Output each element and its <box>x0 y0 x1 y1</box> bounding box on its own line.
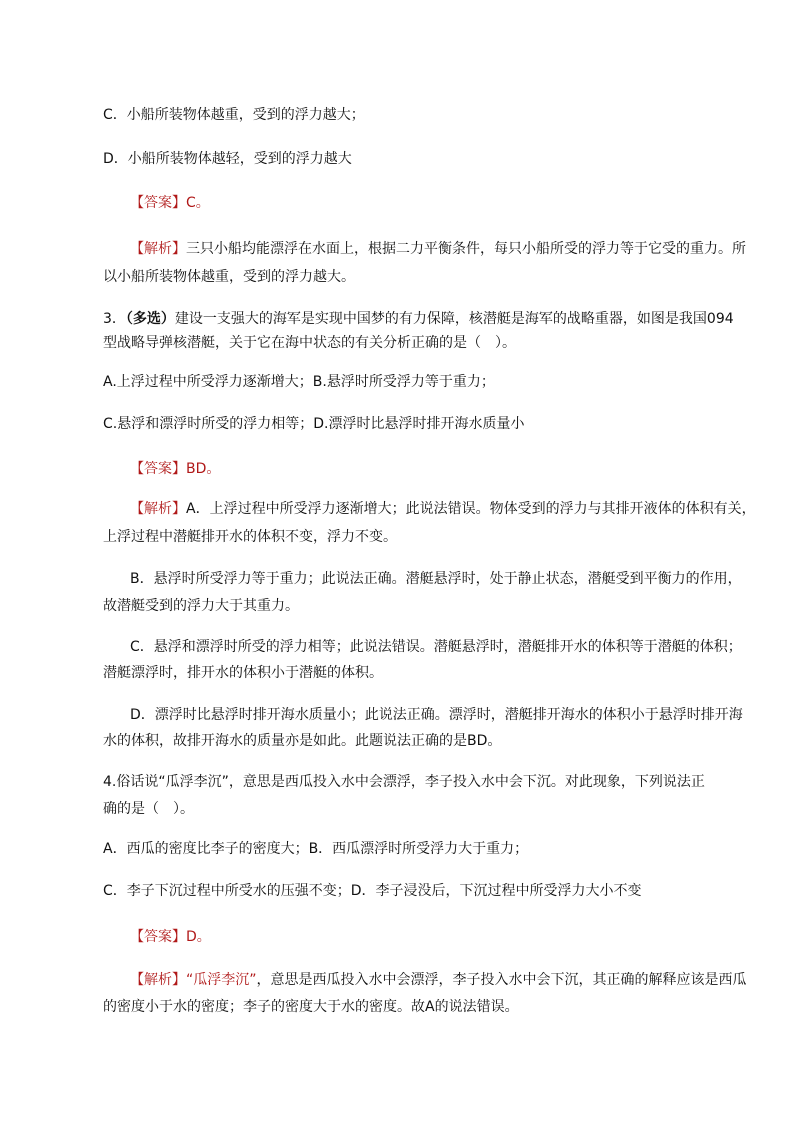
q4-analysis-line1 <box>130 971 747 989</box>
question-number: 3． <box>103 311 126 327</box>
q2-analysis-line2: 以小船所装物体越重，受到的浮力越大。 <box>103 269 355 285</box>
q3-options-cd: C.悬浮和漂浮时所受的浮力相等；D.漂浮时比悬浮时排开海水质量小 <box>103 416 525 432</box>
answer-label: 【答案】 <box>130 929 186 945</box>
q3-analysis-b2: 故潜艇受到的浮力大于其重力。 <box>103 598 299 614</box>
q3-stem-line2: 型战略导弹核潜艇，关于它在海中状态的有关分析正确的是（ ）。 <box>103 335 516 351</box>
answer-value: D。 <box>186 929 211 945</box>
answer-label: 【答案】 <box>130 461 186 477</box>
q3-analysis-d2: 水的体积，故排开海水的质量亦是如此。此题说法正确的是BD。 <box>103 733 502 749</box>
answer-value: BD。 <box>186 461 221 477</box>
q2-answer <box>130 194 724 212</box>
analysis-text: A．上浮过程中所受浮力逐渐增大；此说法错误。物体受到的浮力与其排开液体的体积有关， <box>186 501 756 517</box>
analysis-label: 【解析】 <box>130 241 186 257</box>
answer-value: C。 <box>186 195 210 211</box>
analysis-text: ，意思是西瓜投入水中会漂浮，李子投入水中会下沉，其正确的解释应该是西瓜 <box>256 972 747 988</box>
q3-stem-line1 <box>103 310 734 328</box>
q4-options-ab: A．西瓜的密度比李子的密度大；B．西瓜漂浮时所受浮力大于重力； <box>103 841 529 857</box>
q3-analysis-c1: C．悬浮和漂浮时所受的浮力相等；此说法错误。潜艇悬浮时，潜艇排开水的体积等于潜艇的体积； <box>130 639 742 655</box>
q4-stem-line2: 确的是（ ）。 <box>103 801 194 817</box>
analysis-label: 【解析】 <box>130 972 186 988</box>
q3-analysis-a1 <box>130 500 756 518</box>
q3-analysis-a2: 上浮过程中潜艇排开水的体积不变，浮力不变。 <box>103 529 397 545</box>
q3-analysis-d1: D．漂浮时比悬浮时排开海水质量小；此说法正确。漂浮时，潜艇排开海水的体积小于悬浮时排开海 <box>130 707 743 723</box>
question-stem-text: 建设一支强大的海军是实现中国梦的有力保障，核潜艇是海军的战略重器，如图是我国094 <box>174 311 734 327</box>
q2-option-c: C．小船所装物体越重，受到的浮力越大； <box>103 107 365 123</box>
q3-answer <box>130 460 724 478</box>
q2-analysis-line1 <box>130 240 746 258</box>
analysis-label: 【解析】 <box>130 501 186 517</box>
q3-analysis-b1: B．悬浮时所受浮力等于重力；此说法正确。潜艇悬浮时，处于静止状态，潜艇受到平衡力的作用， <box>130 571 742 587</box>
analysis-text: 三只小船均能漂浮在水面上，根据二力平衡条件，每只小船所受的浮力等于它受的重力。所 <box>186 241 746 257</box>
q4-analysis-line2: 的密度小于水的密度；李子的密度大于水的密度。故A的说法错误。 <box>103 999 519 1015</box>
answer-label: 【答案】 <box>130 195 186 211</box>
question-type-tag: （多选） <box>125 311 175 327</box>
q4-options-cd: C．李子下沉过程中所受水的压强不变；D．李子浸没后，下沉过程中所受浮力大小不变 <box>103 883 642 899</box>
q4-answer <box>130 928 724 946</box>
q3-analysis-c2: 潜艇漂浮时，排开水的体积小于潜艇的体积。 <box>103 665 383 681</box>
q3-options-ab: A.上浮过程中所受浮力逐渐增大；B.悬浮时所受浮力等于重力； <box>103 374 495 390</box>
q4-stem-line1: 4.俗话说“瓜浮李沉”，意思是西瓜投入水中会漂浮，李子投入水中会下沉。对此现象，下列说法正 <box>103 774 705 790</box>
q2-option-d: D．小船所装物体越轻，受到的浮力越大 <box>103 151 352 167</box>
analysis-quote: “瓜浮李沉” <box>186 972 257 988</box>
